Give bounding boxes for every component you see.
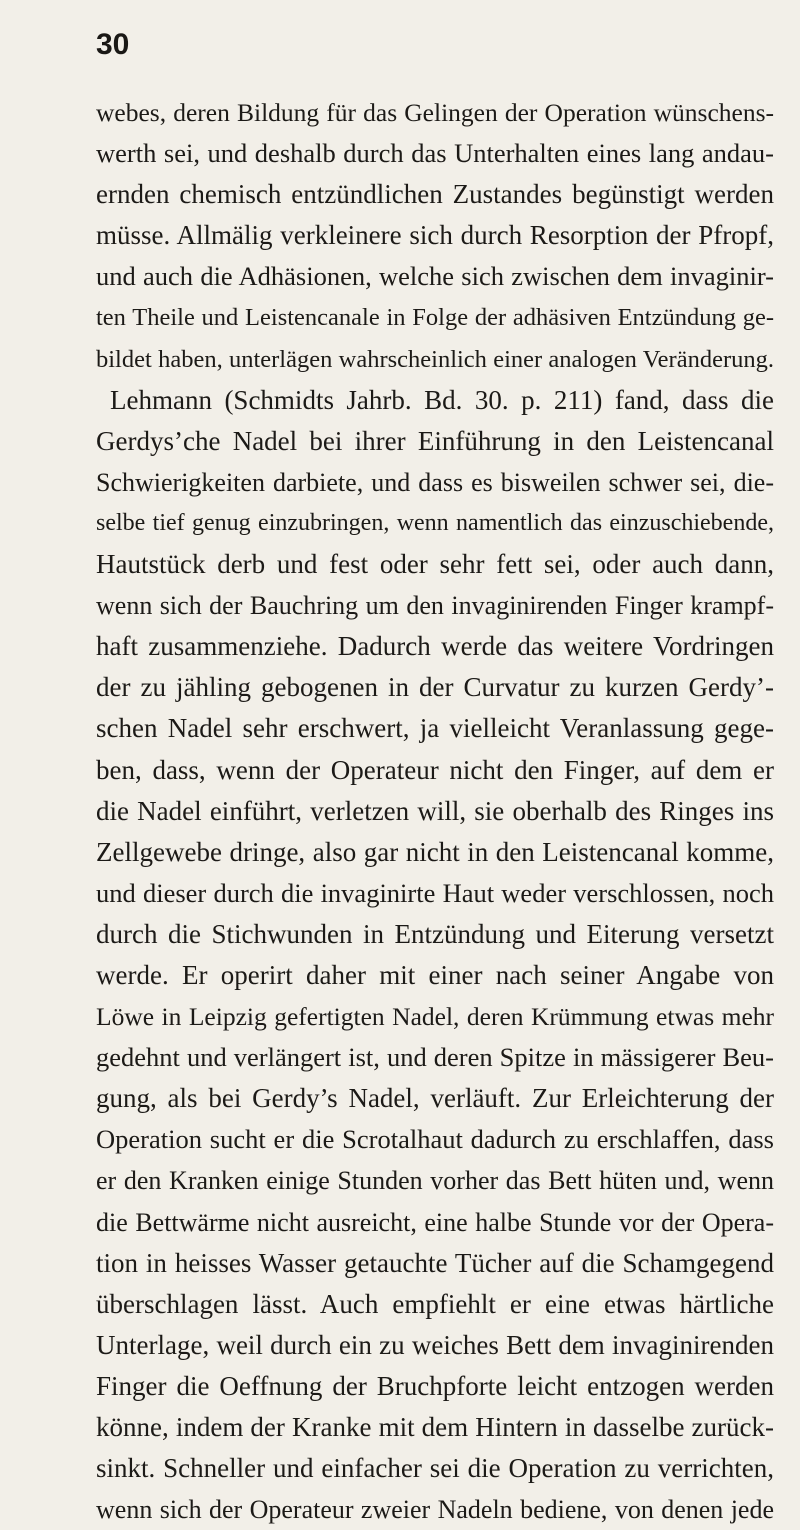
text-line: Finger die Oeffnung der Bruchpforte leicht entzogen werden <box>96 1370 774 1401</box>
text-line: überschlagen lässt. Auch empfiehlt er eine etwas härtliche <box>96 1288 774 1319</box>
text-line: selbe tief genug einzubringen, wenn namentlich das einzuschiebende, <box>96 509 774 536</box>
text-line: die Nadel einführt, verletzen will, sie oberhalb des Ringes ins <box>96 795 774 826</box>
text-line: Schwierigkeiten darbiete, und dass es bisweilen schwer sei, die- <box>96 467 774 497</box>
text-line: gedehnt und verlängert ist, und deren Spitze in mässigerer Beu- <box>96 1042 774 1073</box>
text-line: tion in heisses Wasser getauchte Tücher auf die Schamgegend <box>96 1247 774 1278</box>
text-line: haft zusammenziehe. Dadurch werde das weitere Vordringen <box>96 631 774 662</box>
text-line: und dieser durch die invaginirte Haut weder verschlossen, noch <box>96 877 774 908</box>
text-line: wenn sich der Operateur zweier Nadeln bediene, von denen jede <box>96 1495 774 1525</box>
text-line: durch die Stichwunden in Entzündung und Eiterung versetzt <box>96 918 774 949</box>
text-line: schen Nadel sehr erschwert, ja vielleicht Veranlassung gege- <box>96 713 774 744</box>
text-line: Gerdys’che Nadel bei ihrer Einführung in den Leistencanal <box>96 425 774 456</box>
text-line: die Bettwärme nicht ausreicht, eine halbe Stunde vor der Opera- <box>96 1207 774 1237</box>
text-line: müsse. Allmälig verkleinere sich durch Resorption der Pfropf, <box>96 220 774 251</box>
text-line: der zu jähling gebogenen in der Curvatur zu kurzen Gerdy’- <box>96 672 774 703</box>
text-line: und auch die Adhäsionen, welche sich zwischen dem invaginir- <box>96 261 774 292</box>
text-line: Zellgewebe dringe, also gar nicht in den Leistencanal komme, <box>96 836 774 867</box>
text-line: ben, dass, wenn der Operateur nicht den Finger, auf dem er <box>96 754 774 785</box>
text-line: bildet haben, unterlägen wahrscheinlich einer analogen Veränderung. <box>96 345 774 373</box>
text-line: wenn sich der Bauchring um den invaginirenden Finger krampf- <box>96 591 774 621</box>
text-line: Unterlage, weil durch ein zu weiches Bett dem invaginirenden <box>96 1329 774 1360</box>
text-line: Lehmann (Schmidts Jahrb. Bd. 30. p. 211) fand, dass die <box>110 384 774 415</box>
text-line: webes, deren Bildung für das Gelingen der Operation wünschens- <box>96 98 774 127</box>
text-line: Operation sucht er die Scrotalhaut dadurch zu erschlaffen, dass <box>96 1124 774 1155</box>
page-number: 30 <box>96 28 130 61</box>
text-line: werde. Er operirt daher mit einer nach seiner Angabe von <box>96 959 774 990</box>
text-line: könne, indem der Kranke mit dem Hintern in dasselbe zurück- <box>96 1412 774 1442</box>
body-text <box>96 92 774 1530</box>
text-line: ten Theile und Leistencanale in Folge der adhäsiven Entzündung ge- <box>96 304 774 332</box>
text-line: er den Kranken einige Stunden vorher das Bett hüten und, wenn <box>96 1166 774 1196</box>
text-line: werth sei, und deshalb durch das Unterhalten eines lang andau- <box>96 138 774 169</box>
text-line: Hautstück derb und fest oder sehr fett sei, oder auch dann, <box>96 549 774 580</box>
text-line: Löwe in Leipzig gefertigten Nadel, deren Krümmung etwas mehr <box>96 1002 774 1032</box>
text-line: gung, als bei Gerdy’s Nadel, verläuft. Zur Erleichterung der <box>96 1083 774 1114</box>
text-line: ernden chemisch entzündlichen Zustandes begünstigt werden <box>96 179 774 210</box>
text-line: sinkt. Schneller und einfacher sei die Operation zu verrichten, <box>96 1453 774 1484</box>
